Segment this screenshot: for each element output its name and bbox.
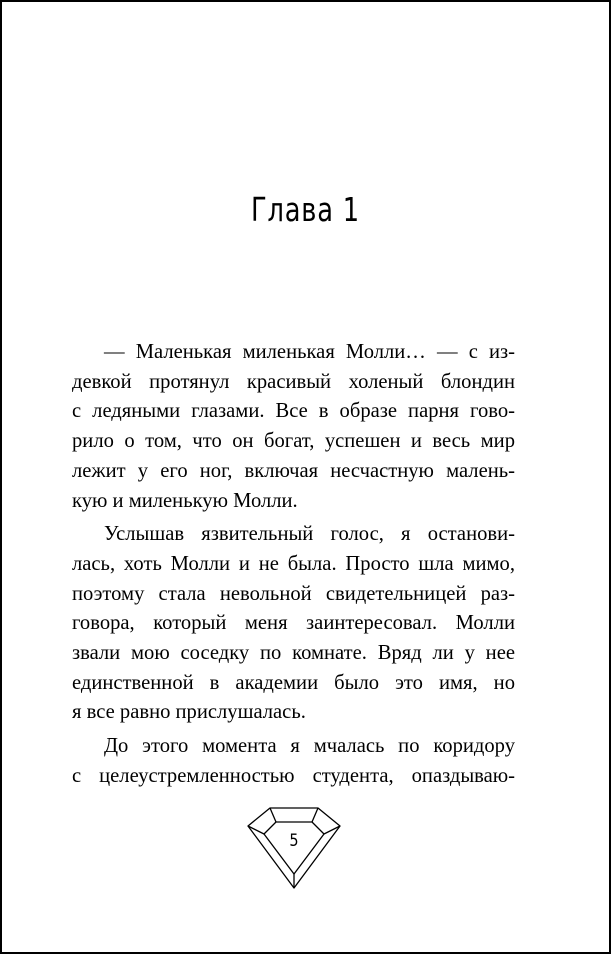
text-line: с ледяными глазами. Все в образе парня гово- bbox=[72, 400, 515, 423]
paragraph-2 bbox=[72, 520, 515, 728]
text-line: поэтому стала невольной свидетельницей раз- bbox=[72, 582, 515, 605]
page-number: 5 bbox=[289, 831, 299, 851]
text-line: лежит у его ног, включая несчастную малень- bbox=[72, 459, 515, 482]
paragraph-1 bbox=[72, 338, 515, 516]
text-line: девкой протянул красивый холеный блондин bbox=[72, 370, 515, 393]
text-line: До этого момента я мчалась по коридору bbox=[104, 735, 515, 758]
chapter-title: Глава 1 bbox=[251, 190, 360, 229]
text-line: кую и миленькую Молли. bbox=[72, 489, 298, 512]
text-line: единственной в академии было это имя, но bbox=[72, 671, 515, 694]
text-line: с целеустремленностью студента, опаздываю- bbox=[72, 764, 515, 787]
text-line: я все равно прислушалась. bbox=[72, 701, 306, 724]
text-line: лась, хоть Молли и не была. Просто шла мимо, bbox=[72, 552, 515, 575]
text-line: Услышав язвительный голос, я останови- bbox=[104, 523, 515, 546]
text-line: говора, который меня заинтересовал. Молли bbox=[72, 612, 515, 635]
text-line: рило о том, что он богат, успешен и весь мир bbox=[72, 430, 515, 453]
body-text bbox=[72, 338, 515, 792]
text-line: звали мою соседку по комнате. Вряд ли у нее bbox=[72, 642, 515, 665]
text-line: — Маленькая миленькая Молли… — с из- bbox=[104, 341, 515, 363]
paragraph-3 bbox=[72, 732, 515, 791]
